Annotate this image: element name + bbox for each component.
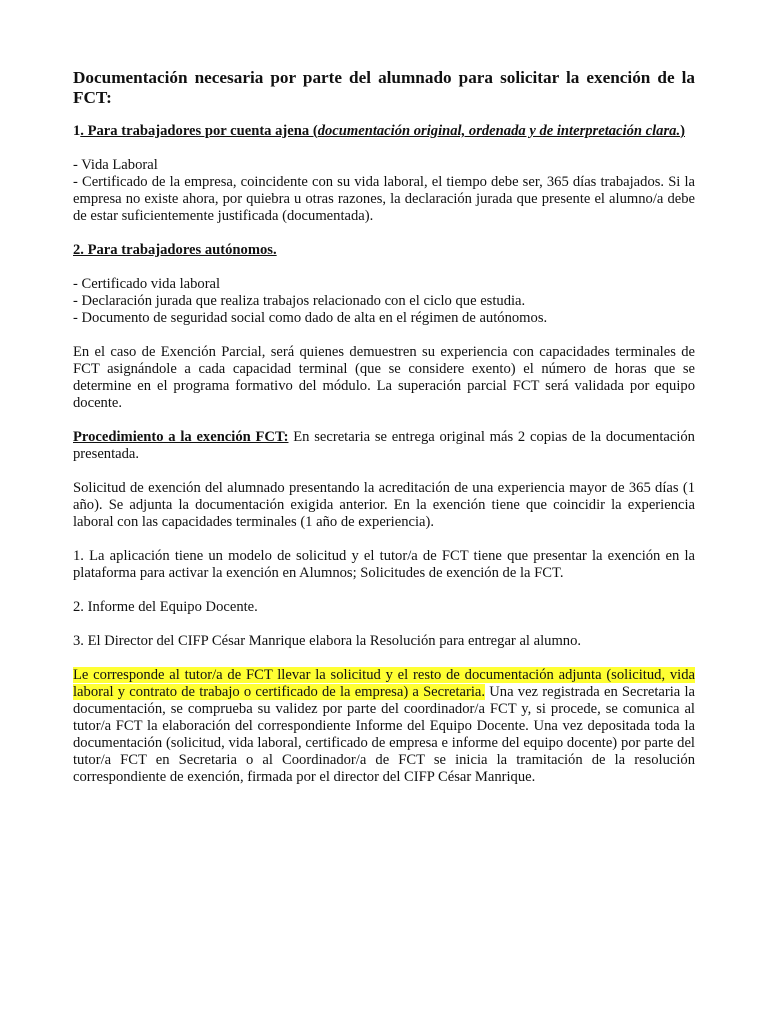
step-item: 2. Informe del Equipo Docente. [73,599,258,615]
step-item: 1. La aplicación tiene un modelo de solicitud y el tutor/a de FCT tiene que presentar la exención en la plataforma para activar la exención en Alumnos; Solicitudes de exención de la FCT. [73,548,695,581]
document-title: Documentación necesaria por parte del alumnado para solicitar la exención de la FCT: [73,68,695,107]
step-item: 3. El Director del CIFP César Manrique elabora la Resolución para entregar al alumno. [73,633,582,649]
partial-exemption-paragraph: En el caso de Exención Parcial, será quienes demuestren su experiencia con capacidades terminales de FCT asignándole a cada capacidad terminal (que se considere exento) el número de horas que se determine en el programa formativo del módulo. La superación parcial FCT será validada por equipo docente. [73,344,695,411]
final-paragraph [73,667,695,786]
request-paragraph: Solicitud de exención del alumnado presentando la acreditación de una experiencia mayor de 365 días (1 año). Se adjunta la documentación exigida anterior. En la exención tiene que coincidir la experiencia laboral con las capacidades terminales (1 año de experiencia). [73,480,695,530]
section-1-heading-italic: documentación original, ordenada y de interpretación clara. [317,123,681,139]
list-item: - Certificado vida laboral [73,276,221,292]
section-1-heading [73,123,695,140]
list-item: - Certificado de la empresa, coincidente con su vida laboral, el tiempo debe ser, 365 días trabajados. Si la empresa no existe ahora, por quiebra u otras razones, la declaración jurada que presente el alumno/a debe de estar suficientemente justificada (documentada). [73,174,695,224]
final-text: Una vez registrada en Secretaria la documentación, se comprueba su validez por parte del coordinador/a FCT y, si procede, se comunica al tutor/a FCT la elaboración del correspondiente Informe del Equipo Docente. Una vez depositada toda la documentación (solicitud, vida laboral, certificado de empresa e informe del equipo docente) por parte del tutor/a FCT en Secretaria o al Coordinador/a de FCT se inicia la tramitación de la resolución correspondiente de exención, firmada por el director del CIFP César Manrique. [73,684,695,785]
highlighted-text: Le corresponde al tutor/a de FCT llevar la solicitud y el resto de documentación adjunta (solicitud, vida laboral y contrato de trabajo o certificado de la empresa) a Secretaria. [73,667,695,700]
list-item: - Vida Laboral [73,157,158,173]
section-1-number: 1 [73,123,81,139]
list-item: - Declaración jurada que realiza trabajos relacionado con el ciclo que estudia. [73,293,526,309]
section-1-heading-close: ) [680,123,685,139]
section-1-heading-text: . Para trabajadores por cuenta ajena ( [80,123,318,139]
list-item: - Documento de seguridad social como dado de alta en el régimen de autónomos. [73,310,548,326]
section-2-heading: 2. Para trabajadores autónomos. [73,242,277,258]
document-body [73,68,695,786]
procedure-text: En secretaria se entrega original más 2 copias de la documentación presentada. [73,429,695,462]
procedure-paragraph [73,429,695,463]
procedure-heading: Procedimiento a la exención FCT: [73,429,289,445]
